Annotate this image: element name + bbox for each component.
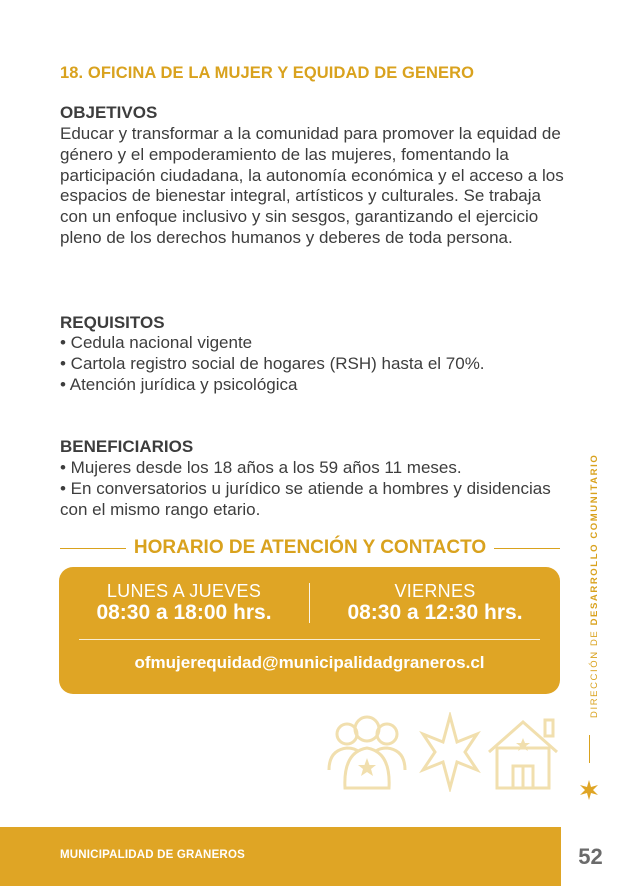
weekdays-label: LUNES A JUEVES xyxy=(106,581,262,601)
friday-hours: 08:30 a 12:30 hrs. xyxy=(347,601,523,624)
side-divider xyxy=(589,735,590,763)
horario-header xyxy=(60,536,560,560)
horizontal-divider xyxy=(79,639,540,640)
horario-title: HORARIO DE ATENCIÓN Y CONTACTO xyxy=(133,537,487,558)
contact-email[interactable]: ofmujerequidad@municipalidadgraneros.cl xyxy=(134,653,485,672)
people-icon xyxy=(329,717,405,788)
friday-label: VIERNES xyxy=(394,581,476,601)
footer-bar xyxy=(0,827,561,886)
star-icon xyxy=(578,779,600,801)
requisitos-list xyxy=(60,333,570,395)
list-item: • Mujeres desde los 18 años a los 59 años 11 meses. xyxy=(60,458,462,477)
list-item: • Cedula nacional vigente xyxy=(60,333,253,352)
page-number: 52 xyxy=(578,843,603,869)
decorative-icons xyxy=(325,712,560,792)
weekdays-hours: 08:30 a 18:00 hrs. xyxy=(96,601,272,624)
schedule-weekdays xyxy=(64,581,304,625)
star-icon xyxy=(423,716,477,788)
vertical-divider xyxy=(309,583,310,623)
section-title: 18. OFICINA DE LA MUJER Y EQUIDAD DE GENERO xyxy=(60,64,475,82)
side-label: DIRECCIÓN DE DESARROLLO COMUNITARIO xyxy=(589,453,600,718)
footer-label: MUNICIPALIDAD DE GRANEROS xyxy=(60,849,245,861)
divider xyxy=(494,548,560,549)
house-icon xyxy=(489,720,557,788)
requisitos-heading: REQUISITOS xyxy=(60,313,165,332)
objetivos-text: Educar y transformar a la comunidad para promover la equidad de género y el empoderamiento de las mujeres, fomentando la participación ciudadana, la autonomía económica y el acceso a los espacios de bienestar integral, artísticos y culturales. Se trabaja con un enfoque inclusivo y sin sesgos, garantizando el ejercicio pleno de los derechos humanos y deberes de toda persona. xyxy=(60,124,564,247)
list-item: • En conversatorios u jurídico se atiende a hombres y disidencias con el mismo rango etario. xyxy=(60,478,551,519)
beneficiarios-list xyxy=(60,458,570,520)
objetivos-heading: OBJETIVOS xyxy=(60,103,158,122)
schedule-friday xyxy=(315,581,555,625)
beneficiarios-heading: BENEFICIARIOS xyxy=(60,437,194,456)
list-item: • Cartola registro social de hogares (RSH) hasta el 70%. xyxy=(60,353,485,373)
divider xyxy=(60,548,126,549)
schedule-card xyxy=(59,567,560,694)
list-item: • Atención jurídica y psicológica xyxy=(60,374,298,394)
